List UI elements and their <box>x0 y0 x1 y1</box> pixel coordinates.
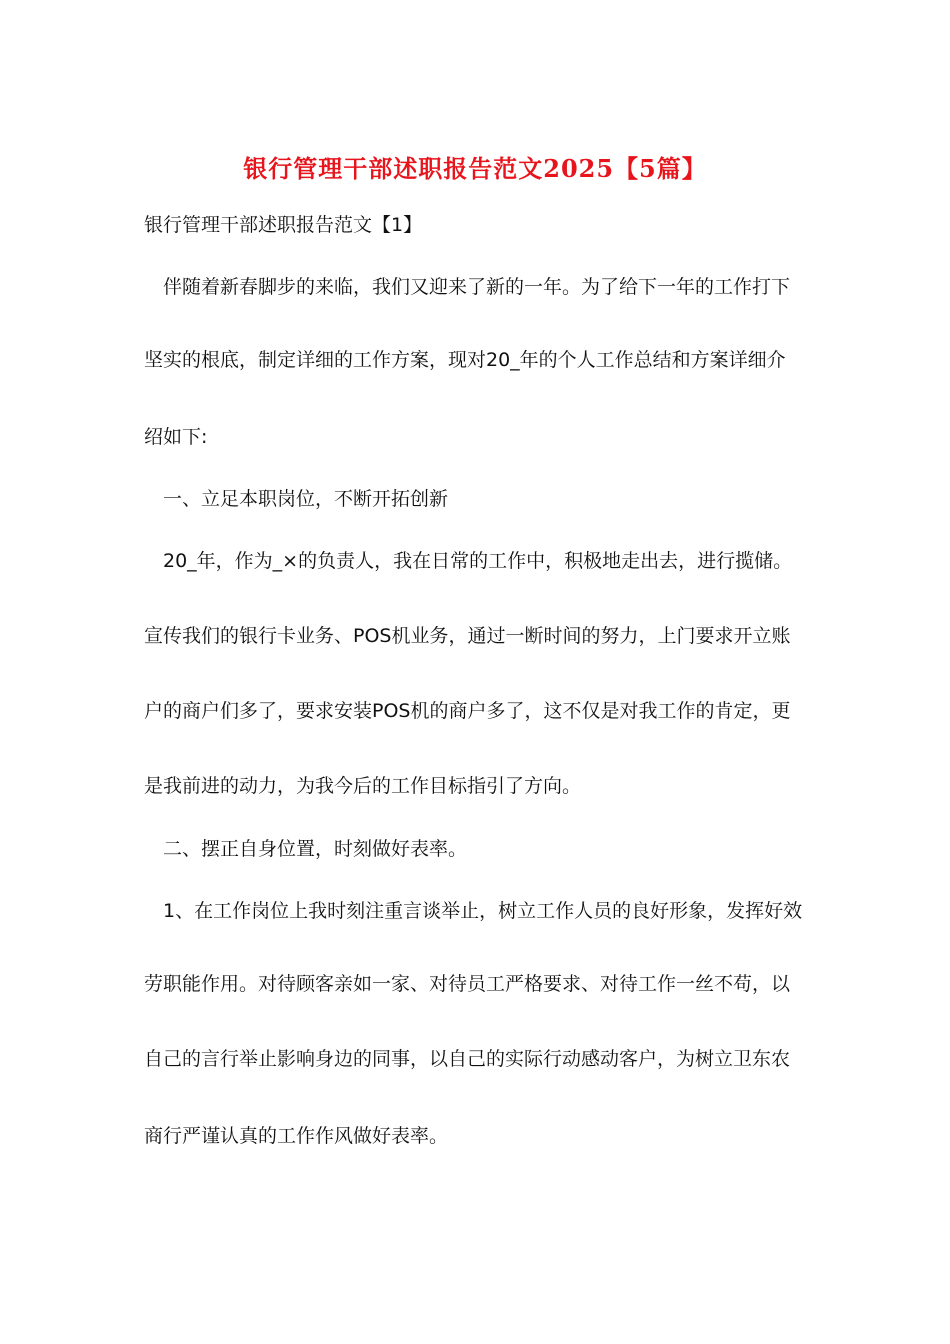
paragraph-line: 商行严谨认真的工作作风做好表率。 <box>144 1125 449 1147</box>
paragraph-line: 自己的言行举止影响身边的同事，以自己的实际行动感动客户，为树立卫东农 <box>144 1048 791 1070</box>
paragraph-line: 宣传我们的银行卡业务、POS机业务，通过一断时间的努力，上门要求开立账 <box>144 625 791 647</box>
paragraph-line: 户的商户们多了，要求安装POS机的商户多了，这不仅是对我工作的肯定，更 <box>144 700 791 722</box>
document-title: 银行管理干部述职报告范文2025【5篇】 <box>243 154 707 183</box>
paragraph-line: 坚实的根底，制定详细的工作方案，现对20_年的个人工作总结和方案详细介 <box>144 349 786 371</box>
paragraph-line: 伴随着新春脚步的来临，我们又迎来了新的一年。为了给下一年的工作打下 <box>163 276 791 298</box>
paragraph-line: 是我前进的动力，为我今后的工作目标指引了方向。 <box>144 775 582 797</box>
paragraph-line: 1、在工作岗位上我时刻注重言谈举止，树立工作人员的良好形象，发挥好效 <box>163 900 803 922</box>
paragraph-line: 劳职能作用。对待顾客亲如一家、对待员工严格要求、对待工作一丝不苟，以 <box>144 973 791 995</box>
subheading: 二、摆正自身位置，时刻做好表率。 <box>163 838 468 860</box>
subheading: 一、立足本职岗位，不断开拓创新 <box>163 488 449 510</box>
section-heading: 银行管理干部述职报告范文【1】 <box>144 214 423 236</box>
paragraph-line: 绍如下: <box>144 426 208 448</box>
paragraph-line: 20_年，作为_×的负责人，我在日常的工作中，积极地走出去，进行揽储。 <box>163 550 793 572</box>
